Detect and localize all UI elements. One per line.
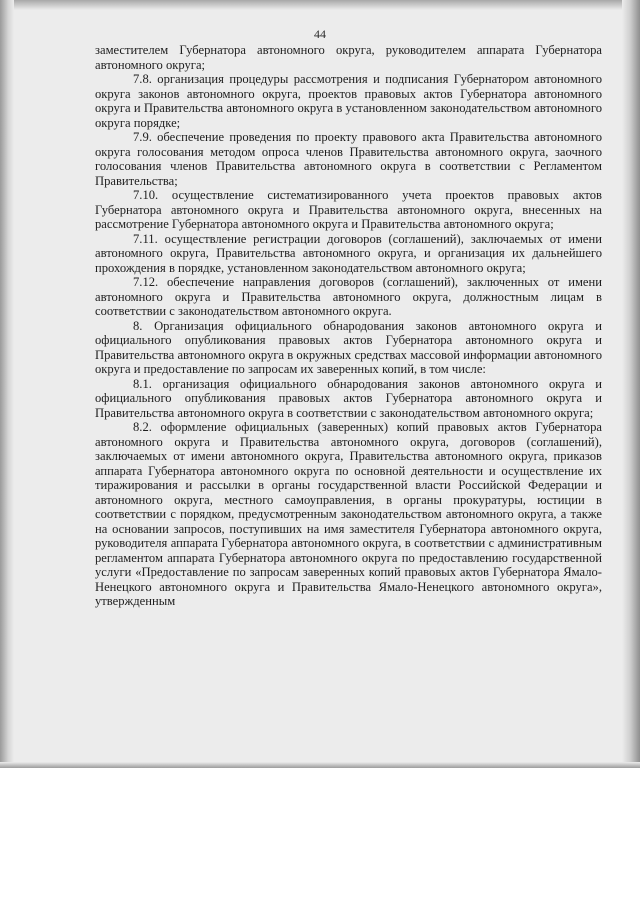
body-text [95,43,602,609]
scan-shadow-left [0,0,14,768]
paragraph-8: 8. Организация официального обнародования законов автономного округа и официального опубликования правовых актов Губернатора автономного округа и Правительства автономного округа в окружных средствах массовой информации автономного округа и предоставление по запросам их заверенных копий, в том числе: [95,318,602,376]
paragraph-8-1: 8.1. организация официального обнародования законов автономного округа и официального опубликования правовых актов Губернатора автономного округа и Правительства автономного округа в соответствии с законодательством автономного округа; [95,376,602,420]
paragraph-7-8: 7.8. организация процедуры рассмотрения и подписания Губернатором автономного округа законов автономного округа, проектов правовых актов Губернатора автономного округа и Правительства автономного округа в установленном законодательством автономного округа порядке; [95,72,602,130]
paragraph-7-9: 7.9. обеспечение проведения по проекту правового акта Правительства автономного округа голосования методом опроса членов Правительства автономного округа, заочного голосования членов Правительства автономного округа в соответствии с Регламентом Правительства; [95,130,602,188]
paragraph-7-10: 7.10. осуществление систематизированного учета проектов правовых актов Губернатора автономного округа и Правительства автономного округа, внесенных на рассмотрение Губернатора автономного округа и Правительства автономного округа; [95,188,602,231]
paragraph-8-2: 8.2. оформление официальных (заверенных) копий правовых актов Губернатора автономного округа и Правительства автономного округа, договоров (соглашений), заключаемых от имени автономного округа, Правительства автономного округа, приказов аппарата Губернатора автономного округа по основной деятельности и осуществление их тиражирования и рассылки в органы государственной власти Российской Федерации и автономного округа, местного самоуправления, в органы прокуратуры, юстиции в соответствии с порядком, предусмотренным законодательством автономного округа, а также на основании запросов, поступивших на имя заместителя Губернатора автономного округа, руководителя аппарата Губернатора автономного округа, в соответствии с административным регламентом аппарата Губернатора автономного округа по предоставлению государственной услуги «Предоставление по запросам заверенных копий правовых актов Губернатора Ямало-Ненецкого автономного округа и Правительства Ямало-Ненецкого автономного округа», утвержденным [95,420,602,608]
paragraph-7-12: 7.12. обеспечение направления договоров (соглашений), заключенных от имени автономного округа и Правительства автономного округа, должностным лицам в соответствии с законодательством автономного округа. [95,275,602,318]
scan-shadow-top [0,0,640,10]
paragraph-7-11: 7.11. осуществление регистрации договоров (соглашений), заключаемых от имени автономного округа, Правительства автономного округа, и организация их дальнейшего прохождения в порядке, установленном законодательством автономного округа; [95,231,602,275]
scan-shadow-bottom [0,762,640,768]
paragraph-continuation: заместителем Губернатора автономного округа, руководителем аппарата Губернатора автономного округа; [95,43,602,72]
page-number: 44 [314,27,326,41]
scan-shadow-right [622,0,640,768]
